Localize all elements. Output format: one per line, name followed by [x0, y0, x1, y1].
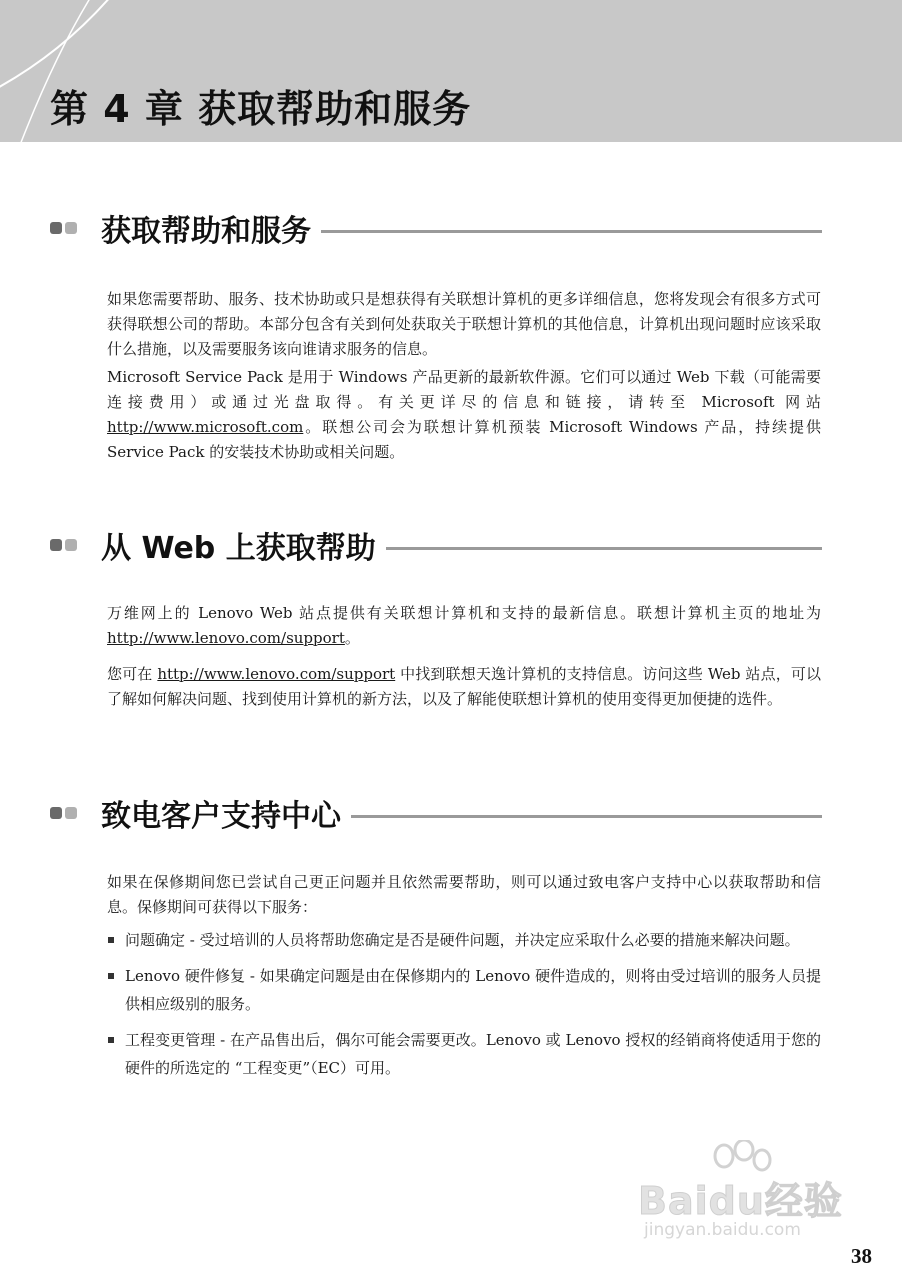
- watermark-url: jingyan.baidu.com: [644, 1220, 801, 1240]
- section-marker-icon: [50, 539, 77, 551]
- lenovo-support-link[interactable]: http://www.lenovo.com/support: [157, 665, 396, 683]
- paragraph: Microsoft Service Pack 是用于 Windows 产品更新的最新软件源。它们可以通过 Web 下载（可能需要连接费用）或通过光盘取得。有关更详尽的信息和链接，请转至 Microsoft 网站 http://www.microsoft.com。联想公司会为联想计算机预装 Microsoft Windows 产品，持续提供 Service Pack 的安装技术协助或相关问题。: [107, 368, 821, 461]
- paragraph: 如果您需要帮助、服务、技术协助或只是想获得有关联想计算机的更多详细信息，您将发现会有很多方式可获得联想公司的帮助。本部分包含有关到何处获取关于联想计算机的其他信息，计算机出现问题时应该采取什么措施，以及需要服务该向谁请求服务的信息。: [107, 290, 821, 358]
- chapter-title: 第 4 章 获取帮助和服务: [50, 87, 472, 131]
- baidu-watermark: [636, 1140, 856, 1250]
- section-title: 获取帮助和服务: [101, 214, 311, 249]
- list-item: 问题确定 - 受过培训的人员将帮助您确定是否是硬件问题，并决定应采取什么必要的措施来解决问题。: [107, 926, 821, 954]
- bullet-icon: [108, 1037, 114, 1043]
- section-rule: [321, 230, 822, 233]
- bullet-icon: [108, 973, 114, 979]
- chapter-banner: [0, 0, 902, 142]
- microsoft-link[interactable]: http://www.microsoft.com: [107, 418, 304, 436]
- bullet-icon: [108, 937, 114, 943]
- watermark-logo: Baidu经验: [638, 1179, 843, 1223]
- section-marker-icon: [50, 807, 77, 819]
- lenovo-support-link[interactable]: http://www.lenovo.com/support: [107, 629, 345, 647]
- paragraph: 您可在 http://www.lenovo.com/support 中找到联想天逸计算机的支持信息。访问这些 Web 站点，可以了解如何解决问题、找到使用计算机的新方法，以及了解能使联想计算机的使用变得更加便捷的选件。: [107, 665, 821, 708]
- section-title: 致电客户支持中心: [101, 799, 341, 834]
- section-heading-call-support: [50, 793, 822, 833]
- service-list: [107, 926, 821, 1090]
- paragraph: 如果在保修期间您已尝试自己更正问题并且依然需要帮助，则可以通过致电客户支持中心以获取帮助和信息。保修期间可获得以下服务：: [107, 873, 821, 916]
- section-rule: [386, 547, 822, 550]
- section-title: 从 Web 上获取帮助: [101, 531, 376, 566]
- page-number: 38: [851, 1244, 872, 1268]
- section-rule: [351, 815, 822, 818]
- paragraph: 万维网上的 Lenovo Web 站点提供有关联想计算机和支持的最新信息。联想计算机主页的地址为 http://www.lenovo.com/support。: [107, 604, 821, 647]
- section-heading-get-help: [50, 208, 822, 248]
- list-item: 工程变更管理 - 在产品售出后，偶尔可能会需要更改。Lenovo 或 Lenovo 授权的经销商将使适用于您的硬件的所选定的 “工程变更”（EC）可用。: [107, 1026, 821, 1082]
- list-item: Lenovo 硬件修复 - 如果确定问题是由在保修期内的 Lenovo 硬件造成的，则将由受过培训的服务人员提供相应级别的服务。: [107, 962, 821, 1018]
- section-marker-icon: [50, 222, 77, 234]
- section-heading-web-help: [50, 525, 822, 565]
